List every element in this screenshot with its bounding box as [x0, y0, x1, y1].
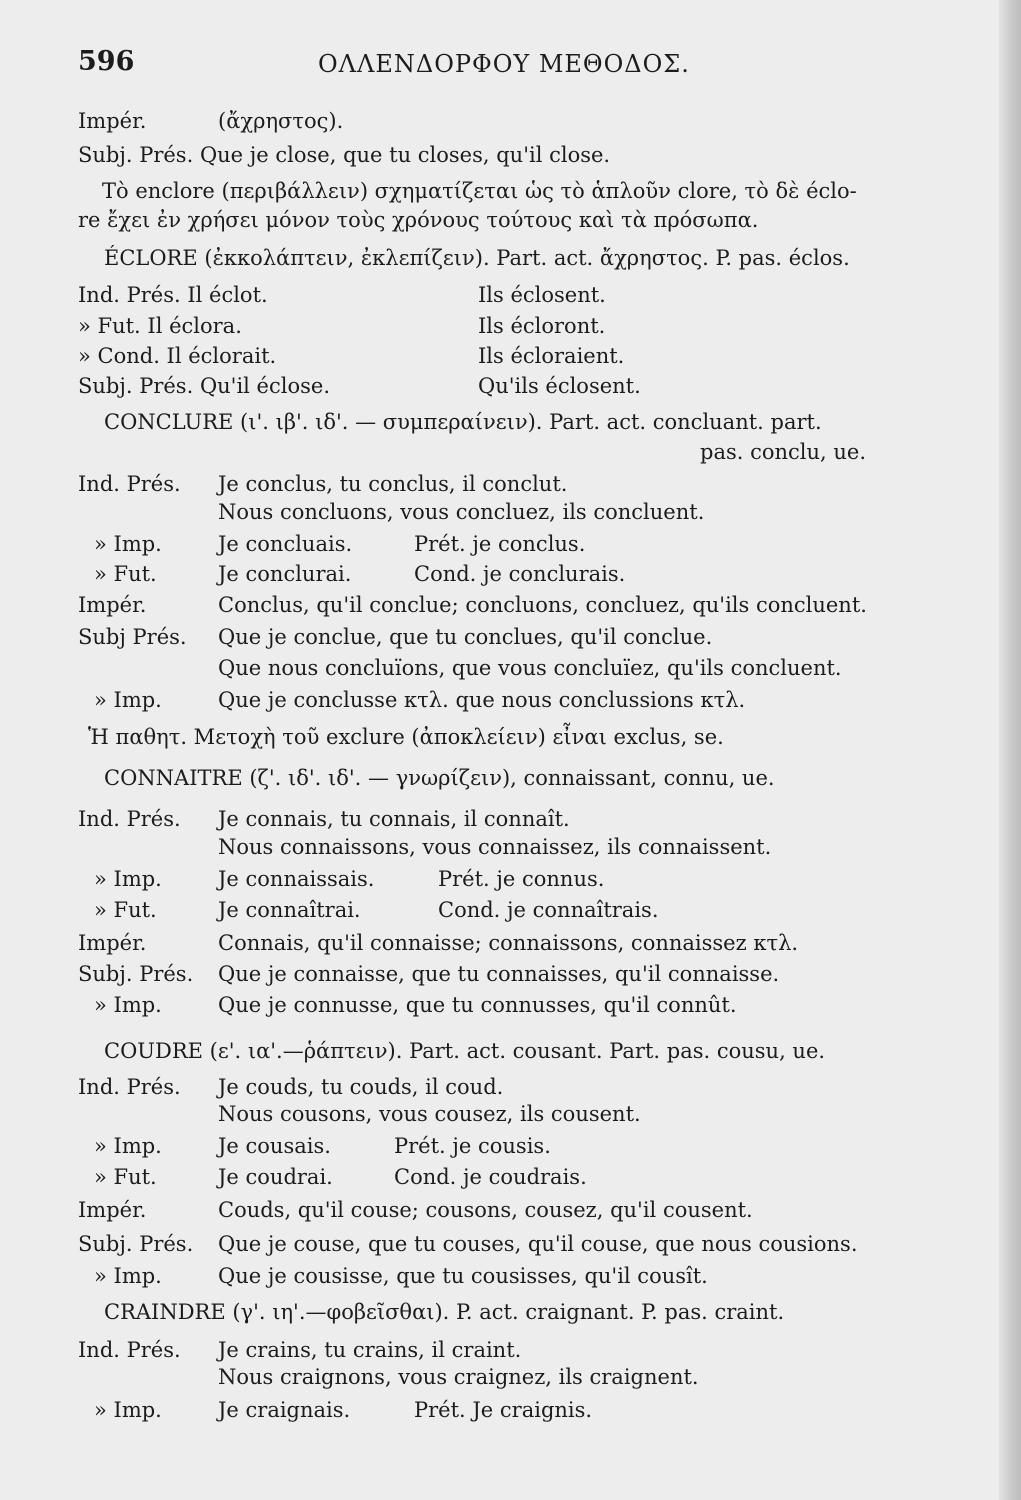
text-line: Ἡ παθητ. Μετοχὴ τοῦ exclure (ἀποκλείειν) εἶναι exclus, se.	[88, 725, 724, 749]
text-line: Conclus, qu'il conclue; concluons, concluez, qu'ils concluent.	[218, 593, 867, 617]
text-line: Je conclurai.	[218, 562, 352, 586]
text-line: Cond. je connaîtrais.	[438, 898, 659, 922]
text-line: » Cond. Il éclorait.	[78, 344, 277, 368]
text-line: Ils écloront.	[478, 314, 606, 338]
text-line: Subj. Prés. Que je close, que tu closes, qu'il close.	[78, 143, 611, 167]
text-line: Τὸ enclore (περιβάλλειν) σχηματίζεται ὡς τὸ ἁπλοῦν clore, τὸ δὲ éclo-	[102, 179, 857, 203]
text-line: Que je couse, que tu couses, qu'il couse, que nous cousions.	[218, 1232, 858, 1256]
text-line: » Fut.	[94, 1165, 157, 1189]
text-line: Subj. Prés.	[78, 962, 194, 986]
text-line: Je concluais.	[218, 532, 353, 556]
text-line: Qu'ils éclosent.	[478, 374, 641, 398]
text-line: Je crains, tu crains, il craint.	[218, 1338, 522, 1362]
text-line: » Imp.	[94, 688, 162, 712]
text-line: Impér.	[78, 1198, 147, 1222]
entry-heading: CRAINDRE (γ'. ιη'.—φοβεῖσθαι). P. act. craignant. P. pas. craint.	[104, 1300, 785, 1324]
text-line: Prét. je conclus.	[414, 532, 586, 556]
text-line: Ind. Prés.	[78, 1338, 181, 1362]
text-line: Subj. Prés.	[78, 1232, 194, 1256]
text-line: Prét. Je craignis.	[414, 1398, 593, 1422]
text-line: Je connais, tu connais, il connaît.	[218, 807, 570, 831]
text-line: Ind. Prés.	[78, 1075, 181, 1099]
text-line: » Fut.	[94, 562, 157, 586]
text-line: Couds, qu'il couse; cousons, cousez, qu'il cousent.	[218, 1198, 753, 1222]
text-line: Impér.	[78, 931, 147, 955]
page-edge-shadow	[999, 0, 1021, 1500]
text-line: » Imp.	[94, 1134, 162, 1158]
text-line: pas. conclu, ue.	[700, 440, 867, 464]
text-line: » Imp.	[94, 532, 162, 556]
text-line: Nous connaissons, vous connaissez, ils connaissent.	[218, 835, 772, 859]
text-line: (ἄχρηστος).	[218, 109, 344, 133]
entry-heading: CONNAITRE (ζ'. ιδ'. ιδ'. — γνωρίζειν), connaissant, connu, ue.	[104, 766, 775, 790]
text-line: Je conclus, tu conclus, il conclut.	[218, 472, 568, 496]
text-line: Cond. je conclurais.	[414, 562, 626, 586]
text-line: Je craignais.	[218, 1398, 351, 1422]
text-line: Subj Prés.	[78, 625, 187, 649]
text-line: Que je connusse, que tu connusses, qu'il connût.	[218, 993, 737, 1017]
text-line: Prét. je cousis.	[394, 1134, 551, 1158]
text-line: » Imp.	[94, 1398, 162, 1422]
text-line: Que nous concluïons, que vous concluïez, qu'ils concluent.	[218, 656, 842, 680]
text-line: Nous cousons, vous cousez, ils cousent.	[218, 1102, 641, 1126]
entry-heading: COUDRE (ε'. ια'.—ῥάπτειν). Part. act. cousant. Part. pas. cousu, ue.	[104, 1039, 826, 1063]
text-line: Je cousais.	[218, 1134, 331, 1158]
text-line: Connais, qu'il connaisse; connaissons, connaissez κτλ.	[218, 931, 799, 955]
text-line: Ind. Prés.	[78, 807, 181, 831]
text-line: Je coudrai.	[218, 1165, 333, 1189]
text-line: Ind. Prés.	[78, 472, 181, 496]
text-line: Cond. je coudrais.	[394, 1165, 587, 1189]
text-line: » Fut.	[94, 898, 157, 922]
text-line: Impér.	[78, 593, 147, 617]
text-line: Nous concluons, vous concluez, ils concluent.	[218, 500, 705, 524]
text-line: re ἔχει ἐν χρήσει μόνον τοὺς χρόνους τούτους καὶ τὰ πρόσωπα.	[78, 208, 759, 232]
text-line: Je connaîtrai.	[218, 898, 361, 922]
text-line: Je couds, tu couds, il coud.	[218, 1075, 504, 1099]
text-line: Que je conclusse κτλ. que nous conclussions κτλ.	[218, 688, 746, 712]
text-line: Nous craignons, vous craignez, ils craignent.	[218, 1365, 699, 1389]
running-title: ΟΛΛΕΝΔΟΡΦΟΥ ΜΕΘΟΔΟΣ.	[318, 50, 690, 78]
text-line: » Imp.	[94, 867, 162, 891]
text-line: Que je connaisse, que tu connaisses, qu'il connaisse.	[218, 962, 780, 986]
page-number: 596	[78, 46, 135, 77]
entry-heading: ÉCLORE (ἐκκολάπτειν, ἐκλεπίζειν). Part. act. ἄχρηστος. P. pas. éclos.	[104, 246, 850, 270]
text-line: Impér.	[78, 109, 147, 133]
text-line: Ind. Prés. Il éclot.	[78, 283, 268, 307]
text-line: » Fut. Il éclora.	[78, 314, 242, 338]
text-line: Que je cousisse, que tu cousisses, qu'il cousît.	[218, 1264, 708, 1288]
text-line: Prét. je connus.	[438, 867, 605, 891]
text-line: Subj. Prés. Qu'il éclose.	[78, 374, 330, 398]
text-line: » Imp.	[94, 993, 162, 1017]
entry-heading: CONCLURE (ι'. ιβ'. ιδ'. — συμπεραίνειν). Part. act. concluant. part.	[104, 410, 822, 434]
text-line: Ils éclosent.	[478, 283, 606, 307]
text-line: » Imp.	[94, 1264, 162, 1288]
text-line: Ils écloraient.	[478, 344, 625, 368]
text-line: Que je conclue, que tu conclues, qu'il conclue.	[218, 625, 713, 649]
text-line: Je connaissais.	[218, 867, 375, 891]
